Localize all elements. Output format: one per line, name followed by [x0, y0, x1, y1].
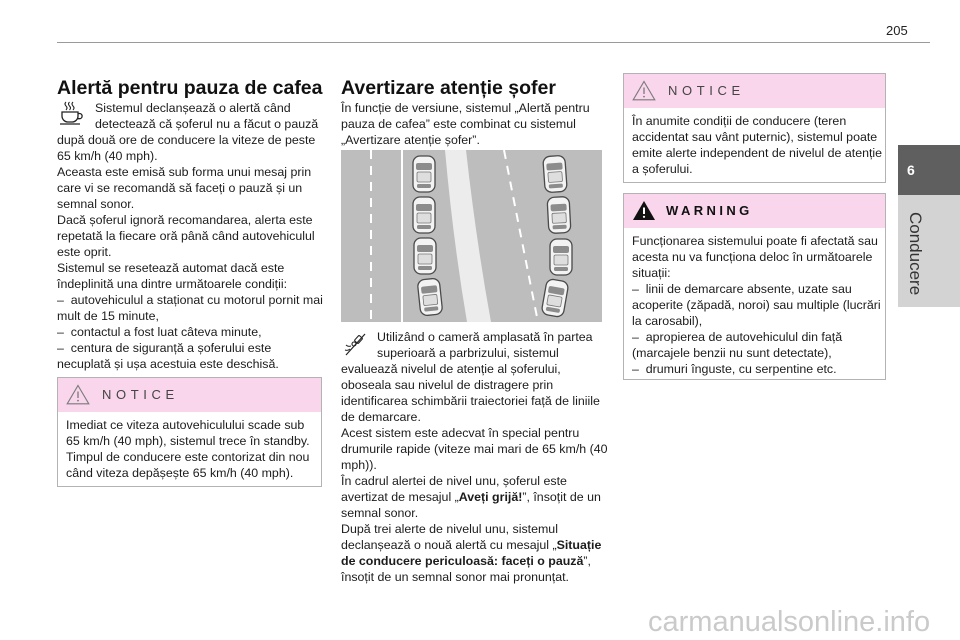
text-line: superioară a parbrizului, sistemul [377, 346, 559, 360]
chapter-number: 6 [907, 162, 915, 178]
text-line: detectează că șoferul nu a făcut o pauză [95, 117, 319, 131]
notice-box-coffee-break [57, 377, 322, 487]
warning-box [623, 193, 886, 380]
text-line: este oprit. [57, 245, 112, 259]
text-line: după două ore de conducere la viteze de peste [57, 133, 316, 147]
text-line: Acest sistem este adecvat în special pentru [341, 426, 580, 440]
page-number: 205 [886, 23, 908, 38]
car-illustration [550, 239, 572, 275]
notice-body [58, 412, 321, 481]
text-line: mph)). [341, 458, 377, 472]
text-line: – contactul a fost luat câteva minute, [57, 325, 262, 339]
bold-text: Situație [556, 538, 602, 552]
text-line: Sistemul se resetează automat dacă este [57, 261, 285, 275]
notice-header [58, 378, 321, 412]
text-line: În anumite condiții de conducere (teren [632, 114, 847, 128]
notice-box-driver-attention [623, 73, 886, 183]
car-illustration [543, 155, 567, 192]
text-line: – linii de demarcare absente, uzate sau [632, 282, 852, 296]
chapter-title: Conducere [906, 212, 925, 296]
notice-body [624, 108, 885, 177]
watermark: carmanualsonline.info [648, 606, 931, 638]
text-line: – apropierea de autovehiculul din față [632, 330, 843, 344]
text-line: În cadrul alertei de nivel unu, șoferul este [341, 474, 567, 488]
car-illustration [413, 156, 435, 192]
warning-triangle-outline-icon [66, 384, 90, 405]
text-line: Funcționarea sistemului poate fi afectată sau [632, 234, 878, 248]
text-line: Timpul de conducere este contorizat din nou [66, 450, 310, 464]
text-line: la carosabil), [632, 314, 703, 328]
text-line: 65 km/h (40 mph). [57, 149, 158, 163]
driver-attention-paragraph [341, 329, 608, 585]
text-line: După trei alerte de nivelul unu, sistemul [341, 522, 558, 536]
text-line: – drumuri înguste, cu serpentine etc. [632, 362, 837, 376]
text-line: oboseala sau nivelul de distragere prin [341, 378, 554, 392]
text-line: evaluează nivelul de atenție al șoferului, [341, 362, 561, 376]
coffee-break-paragraph [57, 100, 325, 372]
text-span: avertizat de mesajul „ [341, 490, 459, 504]
text-line: emite alerte independent de nivelul de atenție [632, 146, 883, 160]
text-line: Imediat ce viteza autovehiculului scade sub [66, 418, 305, 432]
text-line [341, 553, 605, 569]
car-illustration [547, 196, 571, 233]
text-line: acoperite (zăpadă, noroi) sau multiple (lucrări [632, 298, 881, 312]
text-line: identificarea schimbării traiectoriei față de liniile [341, 394, 600, 408]
text-line: – centura de siguranță a șoferului este [57, 341, 272, 355]
warning-body [624, 228, 885, 377]
text-line: 65 km/h (40 mph), sistemul trece în standby. [66, 434, 310, 448]
text-line: îndeplinită una dintre următoarele condiții: [57, 277, 288, 291]
text-line: semnal sonor. [57, 197, 135, 211]
warning-header [624, 194, 885, 228]
notice-label: NOTICE [102, 387, 179, 402]
text-line: (marcajele benzii nu sunt detectate), [632, 346, 832, 360]
text-line: acesta nu va funcționa deloc în următoarele [632, 250, 873, 264]
text-line: Dacă șoferul ignoră recomandarea, alerta este [57, 213, 313, 227]
text-line: Utilizând o cameră amplasată în partea [377, 330, 593, 344]
text-span: ”, însoțit de un [522, 490, 601, 504]
text-line: În funcție de versiune, sistemul „Alertă pentru [341, 101, 590, 115]
text-line: drumurile rapide (viteze mai mari de 65 km/h (40 [341, 442, 608, 456]
car-illustration [414, 238, 436, 274]
text-line: repetată la fiecare oră până când autovehiculul [57, 229, 315, 243]
text-span: ”, [583, 554, 591, 568]
section-title-driver-attention: Avertizare atenție șofer [341, 77, 556, 99]
text-line: pauza de cafea” este combinat cu sistemul [341, 117, 576, 131]
notice-header [624, 74, 885, 108]
text-line: a șoferului. [632, 162, 693, 176]
header-rule [57, 42, 930, 43]
text-line [341, 489, 605, 505]
text-line: accidentat sau vânt puternic), sistemul poate [632, 130, 878, 144]
warning-triangle-filled-icon [632, 200, 656, 221]
warning-label: WARNING [666, 203, 753, 218]
notice-label: NOTICE [668, 83, 745, 98]
text-span: declanșează o nouă alertă cu mesajul „ [341, 538, 557, 552]
bold-text: Aveți grijă! [458, 490, 523, 504]
text-line: semnal sonor. [341, 506, 419, 520]
text-line: mult de 15 minute, [57, 309, 159, 323]
text-line: de demarcare. [341, 410, 421, 424]
car-illustration [413, 197, 435, 233]
warning-triangle-outline-icon [632, 80, 656, 101]
text-line: necuplată și ușa acestuia este deschisă. [57, 357, 279, 371]
car-illustration [417, 278, 443, 316]
text-line: care vi se recomandă să faceți o pauză și un [57, 181, 303, 195]
text-line: Aceasta este emisă sub forma unui mesaj prin [57, 165, 312, 179]
text-line: însoțit de un semnal sonor mai pronunțat. [341, 570, 569, 584]
text-line [341, 537, 605, 553]
lane-departure-illustration [341, 150, 602, 322]
bold-text: de conducere periculoasă: faceți o pauză [341, 554, 584, 568]
text-line: „Avertizare atenție șofer”. [341, 133, 480, 147]
text-line: când viteza depășește 65 km/h (40 mph). [66, 466, 294, 480]
text-line: – autovehiculul a staționat cu motorul pornit mai [57, 293, 323, 307]
section-title-coffee-break: Alertă pentru pauza de cafea [57, 77, 323, 99]
text-line: Sistemul declanșează o alertă când [95, 101, 291, 115]
text-line: situații: [632, 266, 671, 280]
driver-attention-intro [341, 100, 605, 148]
